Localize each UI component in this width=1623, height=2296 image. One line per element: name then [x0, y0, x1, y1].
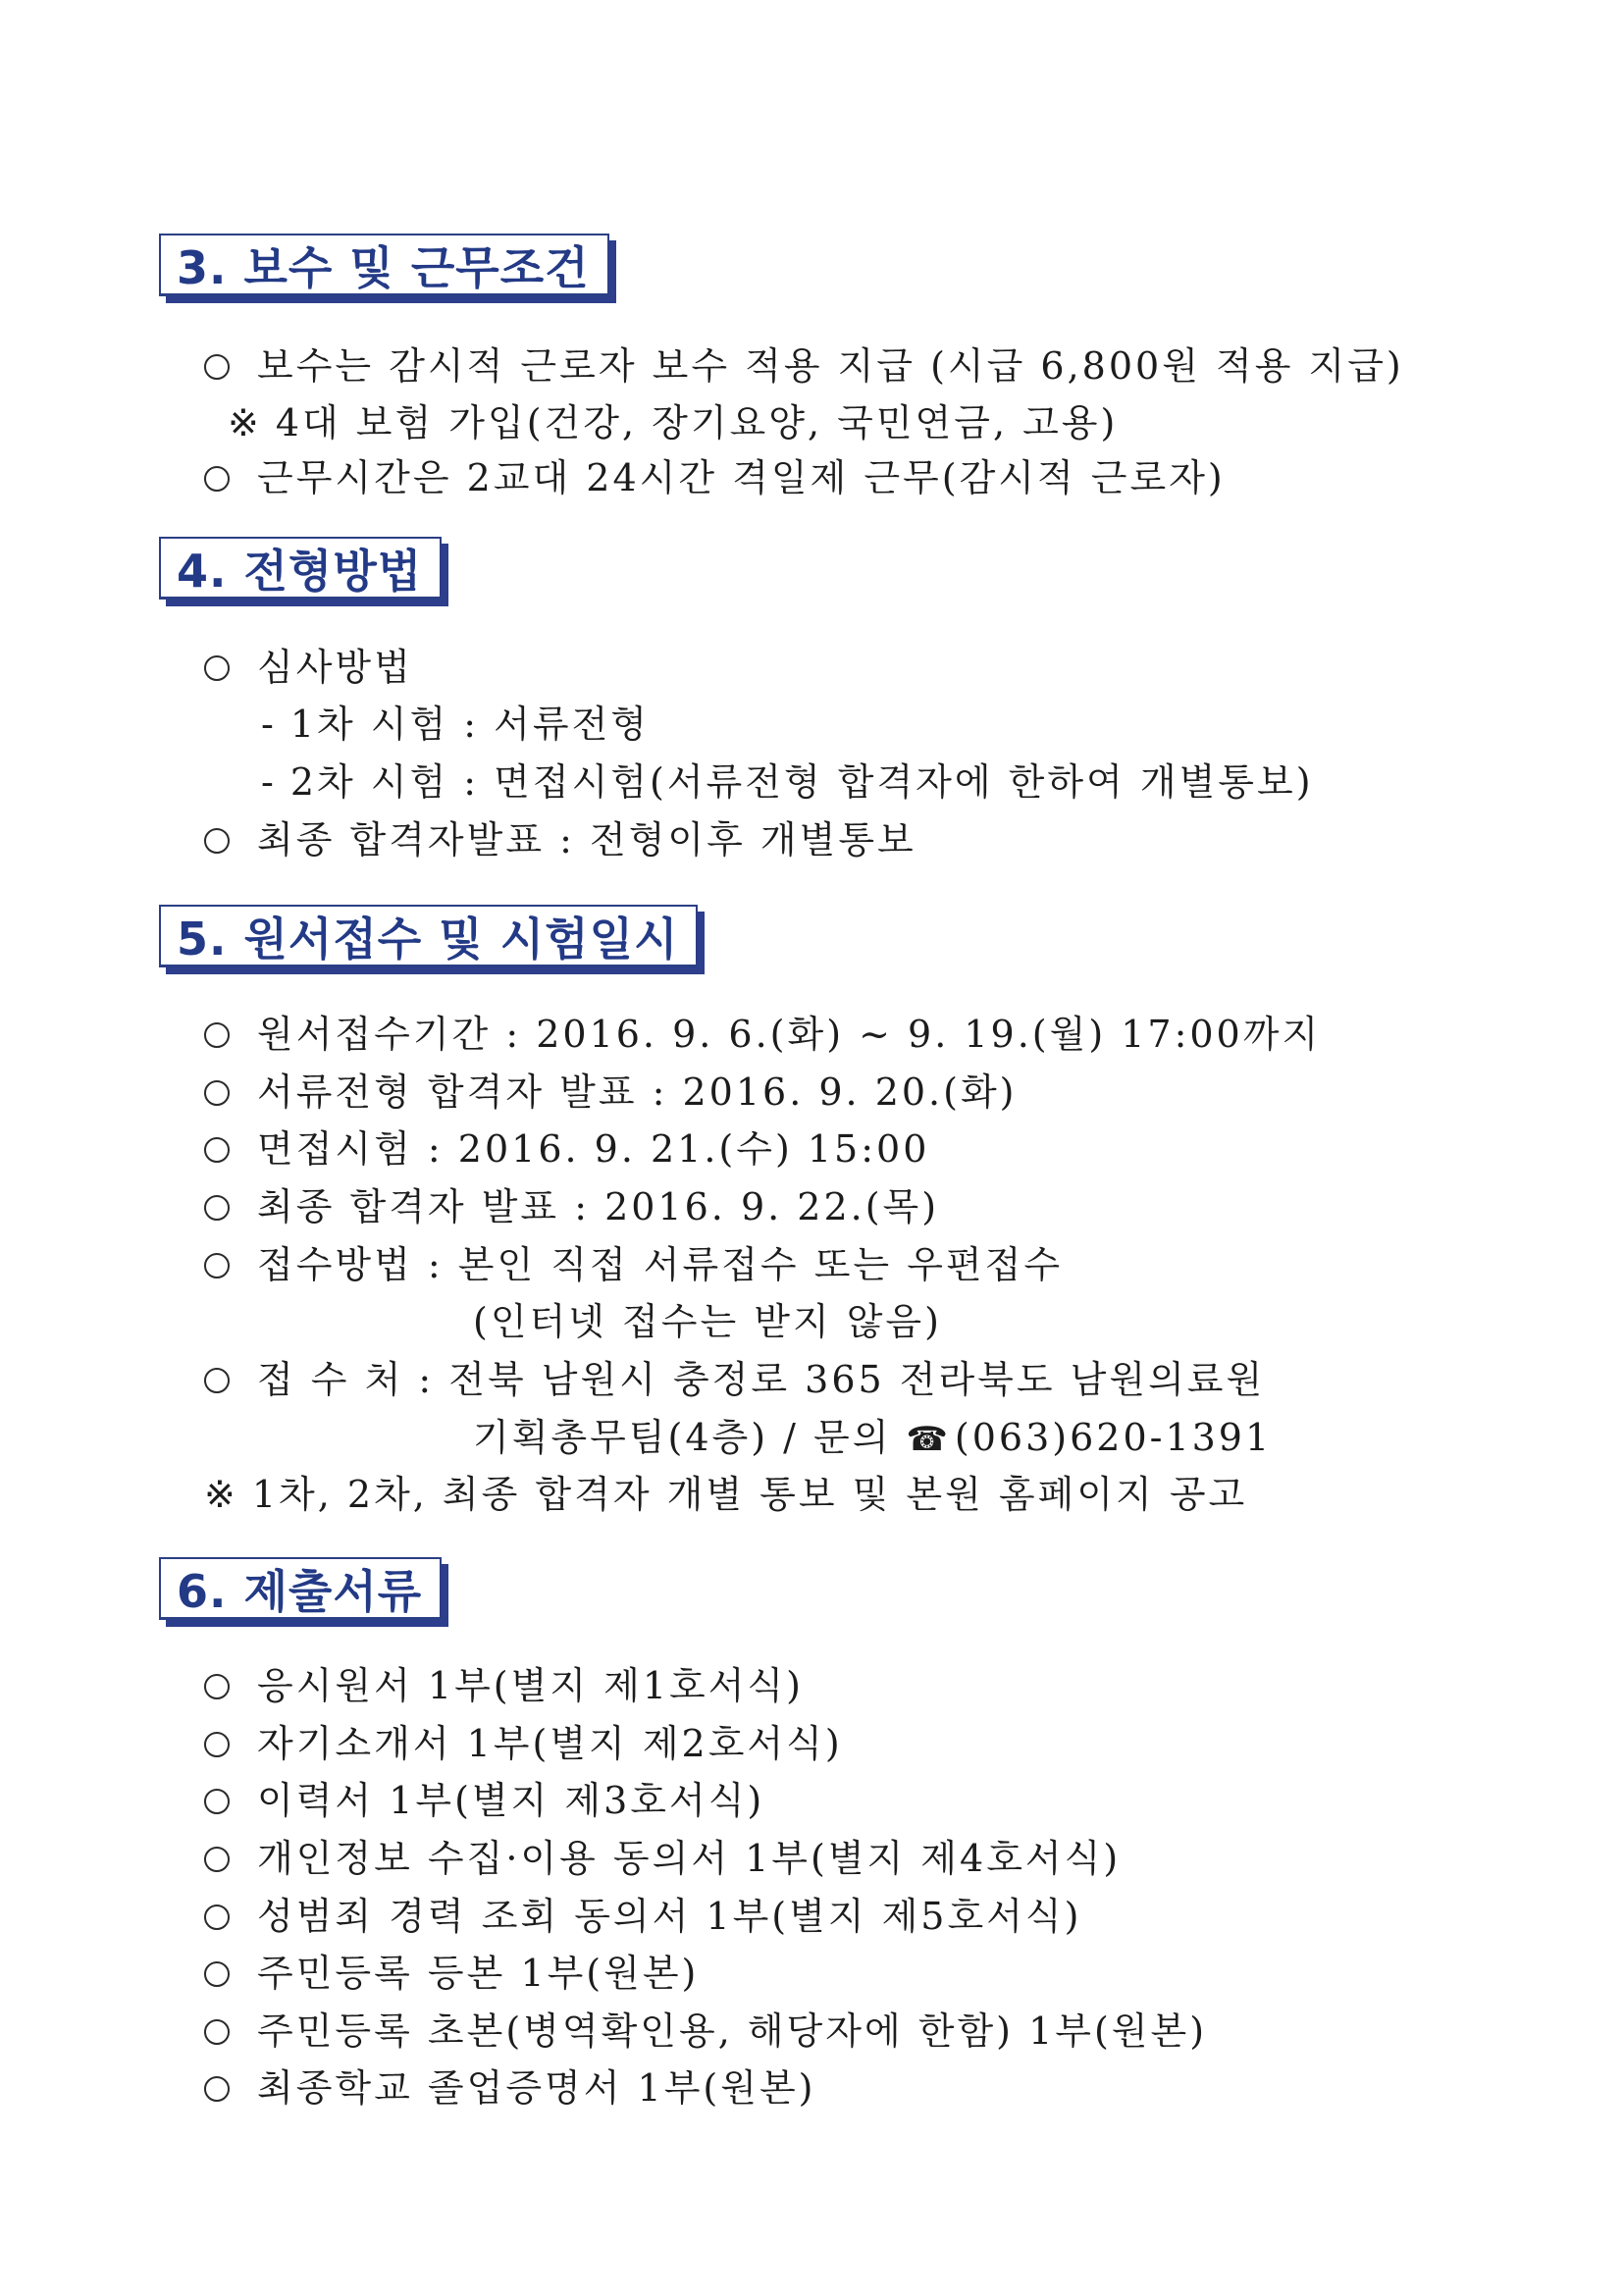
circle-bullet-icon: [204, 655, 230, 681]
dash-marker: -: [261, 703, 277, 746]
circle-bullet-icon: [204, 1674, 230, 1699]
circle-bullet-icon: [204, 1368, 230, 1393]
circle-bullet-icon: [204, 1253, 230, 1278]
list-item: 최종학교 졸업증명서 1부(원본): [204, 2063, 815, 2113]
list-item: 주민등록 등본 1부(원본): [204, 1949, 699, 1998]
continuation-line: 기획총무팀(4층) / 문의 ☎ (063)620-1391: [473, 1416, 1273, 1459]
circle-bullet-icon: [204, 2019, 230, 2045]
reference-mark: ※: [228, 401, 262, 444]
section-heading-compensation: 3. 보수 및 근무조건: [159, 234, 609, 296]
list-item: 서류전형 합격자 발표 : 2016. 9. 20.(화): [204, 1068, 1017, 1117]
list-item: 면접시험 : 2016. 9. 21.(수) 15:00: [204, 1124, 929, 1174]
circle-bullet-icon: [204, 1022, 230, 1048]
list-item: 이력서 1부(별지 제3호서식): [204, 1776, 764, 1825]
list-item: 개인정보 수집·이용 동의서 1부(별지 제4호서식): [204, 1834, 1121, 1883]
circle-bullet-icon: [204, 1847, 230, 1872]
circle-bullet-icon: [204, 354, 230, 380]
circle-bullet-icon: [204, 828, 230, 854]
circle-bullet-icon: [204, 1905, 230, 1930]
list-item: 근무시간은 2교대 24시간 격일제 근무(감시적 근로자): [204, 453, 1226, 502]
section-heading-schedule: 5. 원서접수 및 시험일시: [159, 905, 698, 967]
telephone-icon: ☎: [906, 1420, 951, 1459]
note-item: ※ 1차, 2차, 최종 합격자 개별 통보 및 본원 홈페이지 공고: [204, 1473, 1248, 1516]
list-item: 응시원서 1부(별지 제1호서식): [204, 1661, 804, 1710]
sub-item: - 2차 시험 : 면접시험(서류전형 합격자에 한하여 개별통보): [261, 760, 1314, 804]
section-heading-selection: 4. 전형방법: [159, 537, 442, 600]
list-item: 성범죄 경력 조회 동의서 1부(별지 제5호서식): [204, 1892, 1081, 1941]
list-item: 주민등록 초본(병역확인용, 해당자에 한함) 1부(원본): [204, 2007, 1207, 2056]
sub-item: - 1차 시험 : 서류전형: [261, 703, 651, 746]
continuation-line: (인터넷 접수는 받지 않음): [473, 1300, 942, 1343]
section-heading-documents: 6. 제출서류: [159, 1557, 442, 1620]
note-item: ※ 4대 보험 가입(건강, 장기요양, 국민연금, 고용): [228, 401, 1119, 444]
list-item: 심사방법: [204, 643, 413, 692]
circle-bullet-icon: [204, 1195, 230, 1221]
circle-bullet-icon: [204, 1080, 230, 1106]
dash-marker: -: [261, 760, 277, 804]
circle-bullet-icon: [204, 2076, 230, 2102]
reference-mark: ※: [204, 1473, 238, 1516]
circle-bullet-icon: [204, 466, 230, 492]
list-item: 최종 합격자발표 : 전형이후 개별통보: [204, 815, 916, 864]
list-item: 접수방법 : 본인 직접 서류접수 또는 우편접수: [204, 1240, 1063, 1289]
circle-bullet-icon: [204, 1137, 230, 1163]
list-item: 원서접수기간 : 2016. 9. 6.(화) ~ 9. 19.(월) 17:00까지: [204, 1010, 1321, 1059]
list-item: 최종 합격자 발표 : 2016. 9. 22.(목): [204, 1182, 939, 1231]
circle-bullet-icon: [204, 1789, 230, 1814]
list-item: 보수는 감시적 근로자 보수 적용 지급 (시급 6,800원 적용 지급): [204, 341, 1404, 391]
list-item: 자기소개서 1부(별지 제2호서식): [204, 1719, 843, 1768]
circle-bullet-icon: [204, 1732, 230, 1757]
circle-bullet-icon: [204, 1961, 230, 1987]
list-item: 접 수 처 : 전북 남원시 충정로 365 전라북도 남원의료원: [204, 1355, 1265, 1404]
